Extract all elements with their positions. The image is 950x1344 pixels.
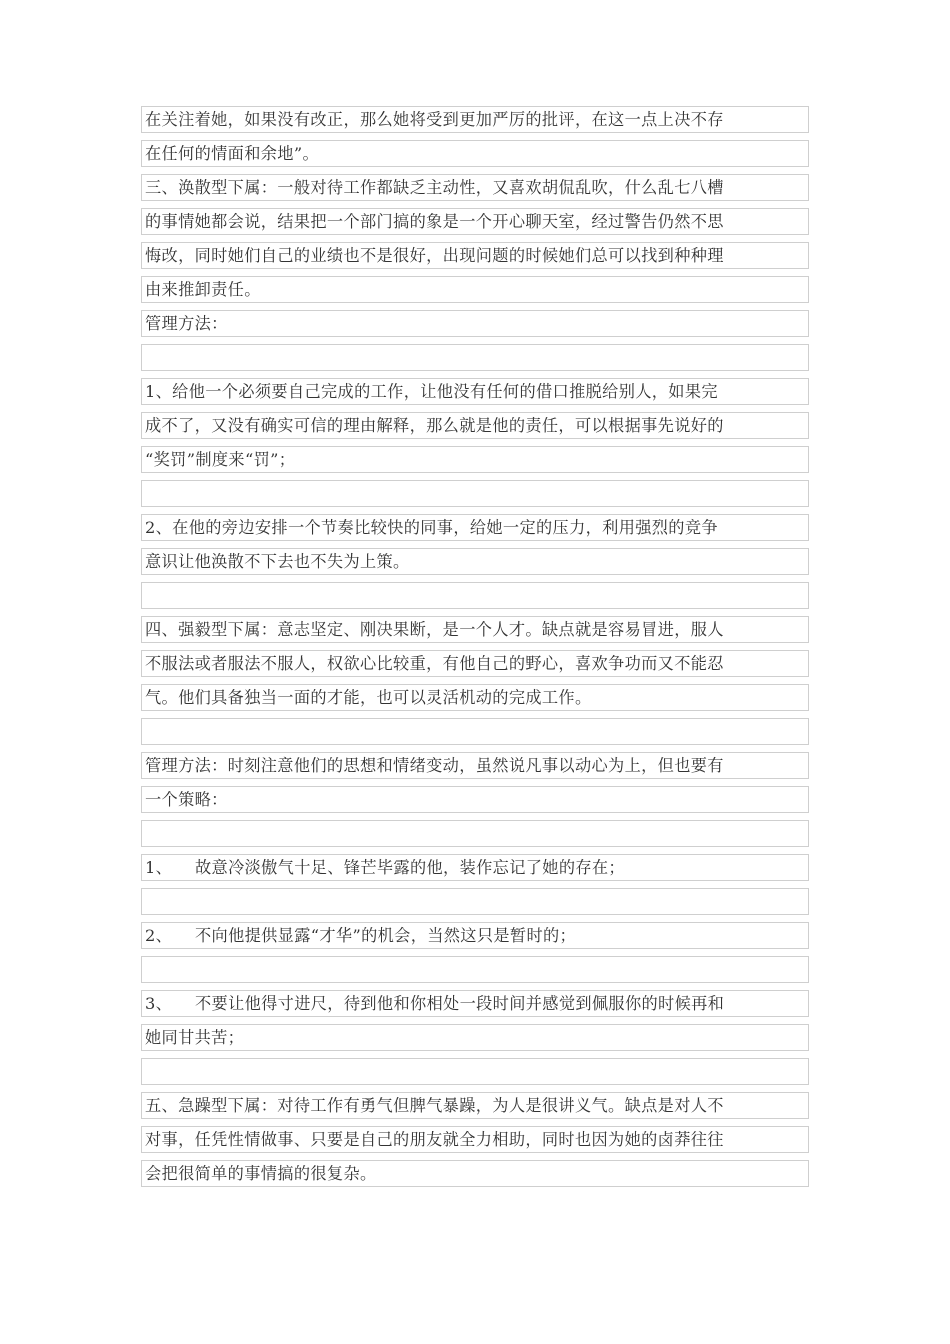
text-line: “奖罚”制度来“罚”； bbox=[141, 446, 809, 473]
numbered-item bbox=[141, 922, 809, 949]
blank-line bbox=[141, 888, 809, 915]
text-line: 成不了，又没有确实可信的理由解释，那么就是他的责任，可以根据事先说好的 bbox=[141, 412, 809, 439]
numbered-item bbox=[141, 990, 809, 1017]
numbered-item bbox=[141, 854, 809, 881]
text-line: 悔改，同时她们自己的业绩也不是很好，出现问题的时候她们总可以找到种种理 bbox=[141, 242, 809, 269]
text-line: 会把很简单的事情搞的很复杂。 bbox=[141, 1160, 809, 1187]
item-number: 3、 bbox=[145, 994, 173, 1013]
blank-line bbox=[141, 718, 809, 745]
text-line: 意识让他涣散不下去也不失为上策。 bbox=[141, 548, 809, 575]
blank-line bbox=[141, 344, 809, 371]
item-text: 不向他提供显露“才华”的机会，当然这只是暂时的； bbox=[195, 926, 577, 945]
text-line: 2、在他的旁边安排一个节奏比较快的同事，给她一定的压力，利用强烈的竞争 bbox=[141, 514, 809, 541]
text-line: 对事，任凭性情做事、只要是自己的朋友就全力相助，同时也因为她的卤莽往往 bbox=[141, 1126, 809, 1153]
item-text: 不要让他得寸进尺，待到他和你相处一段时间并感觉到佩服你的时候再和 bbox=[195, 994, 725, 1013]
text-line: 五、急躁型下属：对待工作有勇气但脾气暴躁，为人是很讲义气。缺点是对人不 bbox=[141, 1092, 809, 1119]
item-number: 2、 bbox=[145, 926, 173, 945]
text-line: 在关注着她，如果没有改正，那么她将受到更加严厉的批评，在这一点上决不存 bbox=[141, 106, 809, 133]
text-line: 管理方法： bbox=[141, 310, 809, 337]
text-line: 1、给他一个必须要自己完成的工作，让他没有任何的借口推脱给别人，如果完 bbox=[141, 378, 809, 405]
blank-line bbox=[141, 582, 809, 609]
text-line: 气。他们具备独当一面的才能，也可以灵活机动的完成工作。 bbox=[141, 684, 809, 711]
text-line: 她同甘共苦； bbox=[141, 1024, 809, 1051]
text-line: 在任何的情面和余地”。 bbox=[141, 140, 809, 167]
blank-line bbox=[141, 956, 809, 983]
text-line: 不服法或者服法不服人，权欲心比较重，有他自己的野心，喜欢争功而又不能忍 bbox=[141, 650, 809, 677]
text-line: 一个策略： bbox=[141, 786, 809, 813]
text-line: 三、涣散型下属：一般对待工作都缺乏主动性，又喜欢胡侃乱吹，什么乱七八槽 bbox=[141, 174, 809, 201]
item-text: 故意冷淡傲气十足、锋芒毕露的他，装作忘记了她的存在； bbox=[195, 858, 625, 877]
blank-line bbox=[141, 1058, 809, 1085]
text-line: 的事情她都会说，结果把一个部门搞的象是一个开心聊天室，经过警告仍然不思 bbox=[141, 208, 809, 235]
text-line: 四、强毅型下属：意志坚定、刚决果断，是一个人才。缺点就是容易冒进，服人 bbox=[141, 616, 809, 643]
item-number: 1、 bbox=[145, 858, 173, 877]
text-line: 管理方法：时刻注意他们的思想和情绪变动，虽然说凡事以动心为上，但也要有 bbox=[141, 752, 809, 779]
blank-line bbox=[141, 820, 809, 847]
text-line: 由来推卸责任。 bbox=[141, 276, 809, 303]
blank-line bbox=[141, 480, 809, 507]
document-page bbox=[141, 106, 809, 1194]
